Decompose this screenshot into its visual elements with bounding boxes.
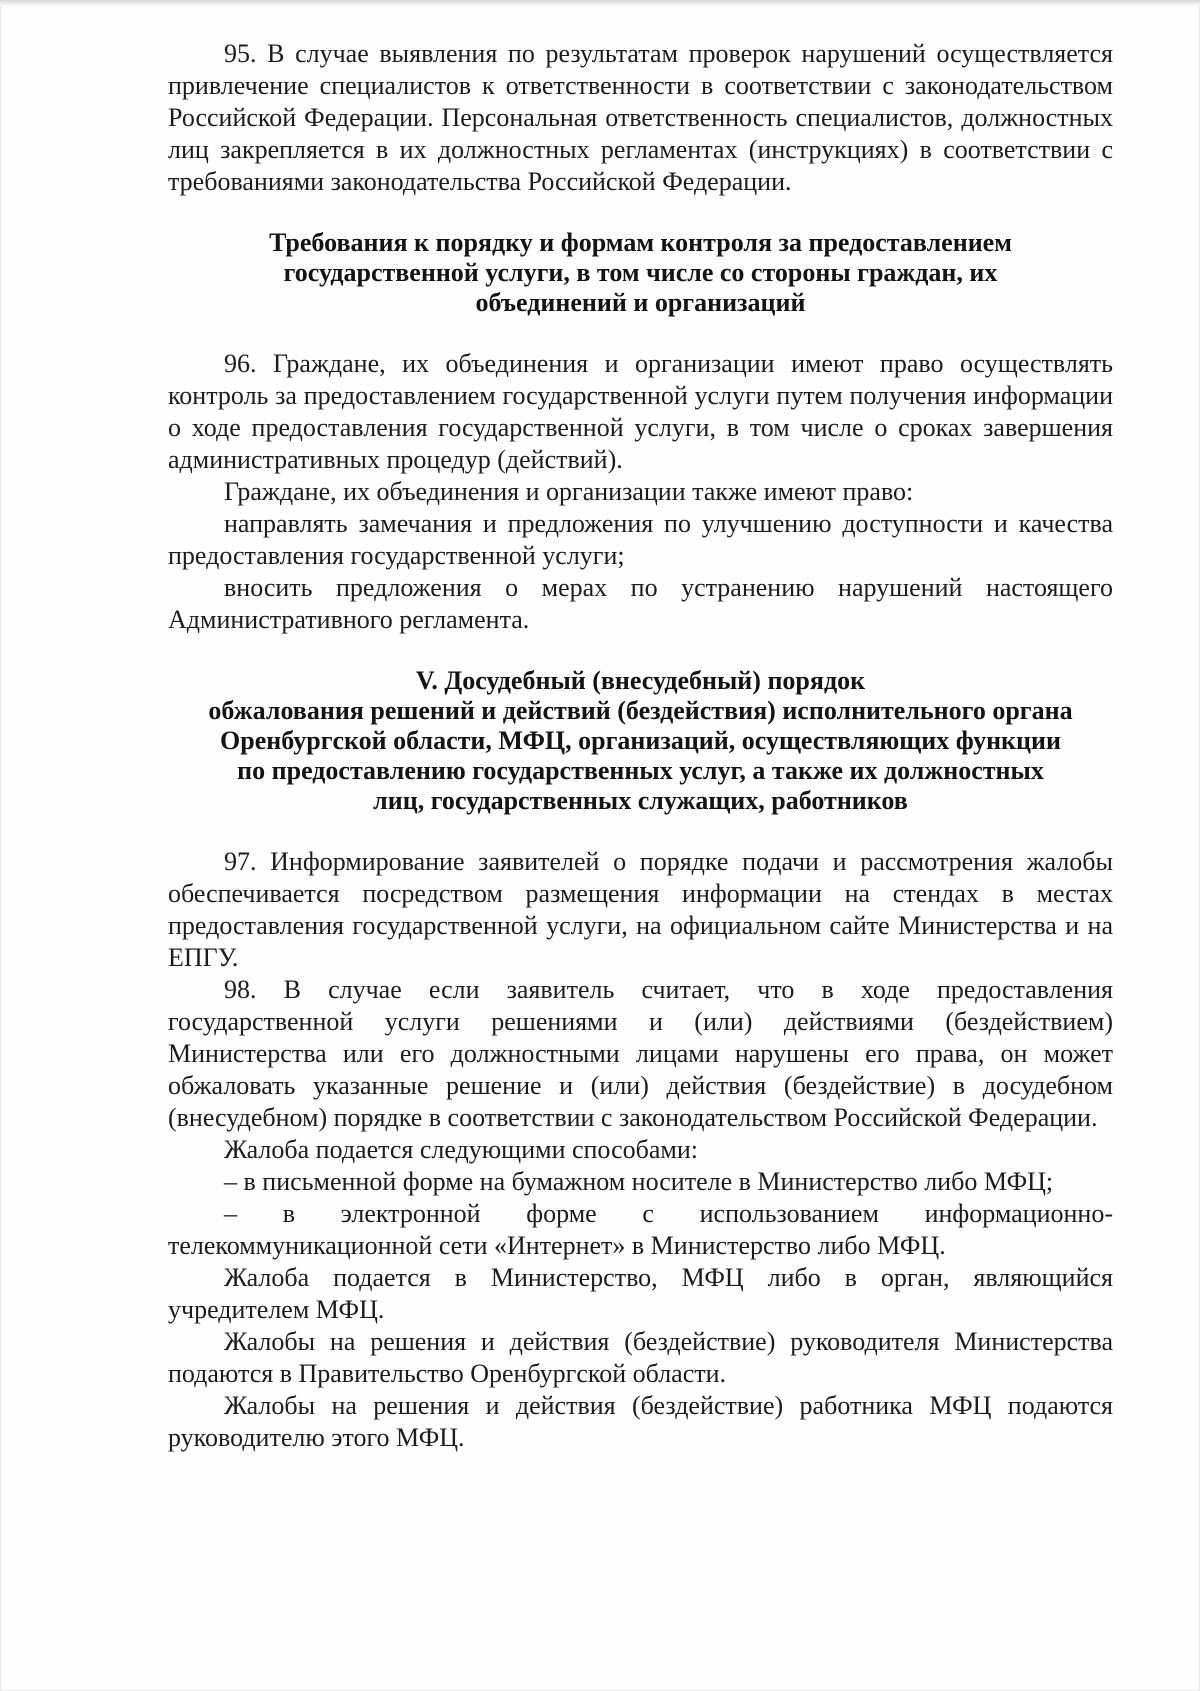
paragraph-method-1: – в письменной форме на бумажном носителе в Министерство либо МФЦ;: [224, 1167, 1054, 1196]
heading-line: V. Досудебный (внесудебный) порядок: [415, 666, 866, 695]
heading-line: Требования к порядку и формам контроля за предоставлением: [269, 228, 1012, 257]
paragraph-95: 95. В случае выявления по результатам проверок нарушений осуществляется привлечение специалистов к ответственности в соответствии с законодательством Российской Федерации. Персональная ответственность специалистов, должностных лиц закрепляется в их должностных регламентах (инструкциях) в соответствии с требованиями законодательства Российской Федерации.: [168, 39, 1113, 196]
paragraph-right-2: вносить предложения о мерах по устранению нарушений настоящего Административного регламента.: [168, 573, 1113, 634]
document-body: [168, 38, 1113, 1454]
paragraph-also-rights: Граждане, их объединения и организации также имеют право:: [224, 477, 914, 506]
paragraph-right-1: направлять замечания и предложения по улучшению доступности и качества предоставления государственной услуги;: [168, 509, 1113, 570]
scan-edge: [0, 0, 1200, 6]
paragraph-mfc-complaints: Жалобы на решения и действия (бездействие) работника МФЦ подаются руководителю этого МФЦ.: [168, 1391, 1113, 1452]
paragraph-98: 98. В случае если заявитель считает, что в ходе предоставления государственной услуги решениями и (или) действиями (бездействием) Министерства или его должностными лицами нарушены его права, он может обжаловать указанные решение и (или) действия (бездействие) в досудебном (внесудебном) порядке в соответствии с законодательством Российской Федерации.: [168, 975, 1113, 1132]
paragraph-96: 96. Граждане, их объединения и организации имеют право осуществлять контроль за предоставлением государственной услуги путем получения информации о ходе предоставления государственной услуги, в том числе о сроках завершения административных процедур (действий).: [168, 349, 1113, 474]
heading-line: лиц, государственных служащих, работников: [373, 786, 908, 815]
heading-control-requirements: [168, 228, 1113, 318]
heading-line: Оренбургской области, МФЦ, организаций, осуществляющих функции: [220, 726, 1061, 755]
paragraph-head-complaints: Жалобы на решения и действия (бездействие) руководителя Министерства подаются в Правительство Оренбургской области.: [168, 1327, 1113, 1388]
heading-line: по предоставлению государственных услуг, а также их должностных: [237, 756, 1044, 785]
paragraph-97: 97. Информирование заявителей о порядке подачи и рассмотрения жалобы обеспечивается посредством размещения информации на стендах в местах предоставления государственной услуги, на официальном сайте Министерства и на ЕПГУ.: [168, 847, 1113, 972]
heading-line: объединений и организаций: [475, 288, 806, 317]
paragraph-methods: Жалоба подается следующими способами:: [224, 1135, 698, 1164]
paragraph-method-2: – в электронной форме с использованием информационно-телекоммуникационной сети «Интернет» в Министерство либо МФЦ.: [168, 1199, 1113, 1260]
paragraph-where: Жалоба подается в Министерство, МФЦ либо в орган, являющийся учредителем МФЦ.: [168, 1263, 1113, 1324]
heading-section-5: [168, 666, 1113, 816]
heading-line: обжалования решений и действий (бездействия) исполнительного органа: [208, 696, 1073, 725]
heading-line: государственной услуги, в том числе со стороны граждан, их: [283, 258, 998, 287]
